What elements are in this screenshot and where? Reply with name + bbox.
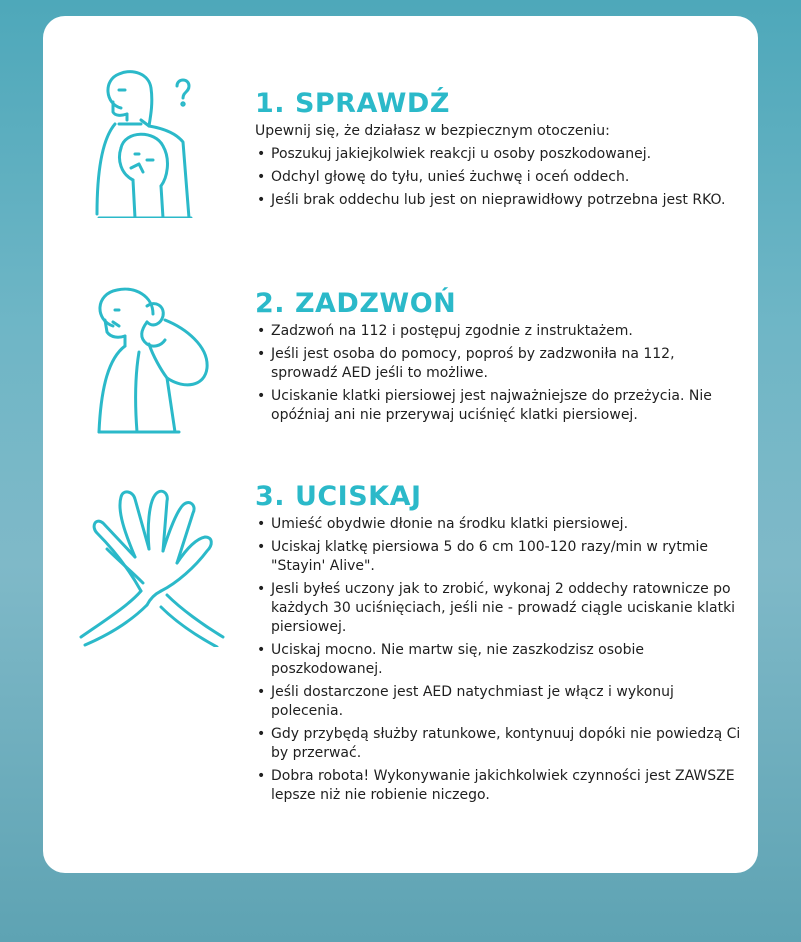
section-intro: Upewnij się, że działasz w bezpiecznym otoczeniu: [255, 123, 610, 139]
step-list [255, 322, 745, 425]
section-title: 3. UCISKAJ [255, 481, 422, 512]
list-item: • Uciskaj klatkę piersiowa 5 do 6 cm 100-120 razy/min w rytmie "Stayin' Alive". [255, 538, 745, 576]
list-item: • Odchyl głowę do tyłu, unieś żuchwę i oceń oddech. [255, 168, 745, 187]
section-title: 1. SPRAWDŹ [255, 88, 450, 119]
section-check-text [255, 88, 745, 214]
list-item: • Poszukuj jakiejkolwiek reakcji u osoby poszkodowanej. [255, 145, 745, 164]
list-item: • Uciskanie klatki piersiowej jest najważniejsze do przeżycia. Nie opóźniaj ani nie przerywaj uciśnięć klatki piersiowej. [255, 387, 745, 425]
phone-call-person-icon [89, 286, 219, 440]
list-item: • Zadzwoń na 112 i postępuj zgodnie z instruktażem. [255, 322, 745, 341]
section-title: 2. ZADZWOŃ [255, 288, 457, 319]
step-list [255, 145, 745, 210]
list-item: • Gdy przybędą służby ratunkowe, kontynuuj dopóki nie powiedzą Ci by przerwać. [255, 725, 745, 763]
instruction-card [43, 16, 758, 873]
list-item: • Jeśli brak oddechu lub jest on nieprawidłowy potrzebna jest RKO. [255, 191, 745, 210]
checking-person-icon [91, 68, 201, 222]
list-item: • Dobra robota! Wykonywanie jakichkolwiek czynności jest ZAWSZE lepsze niż nie robienie niczego. [255, 767, 745, 805]
list-item: • Jesli byłeś uczony jak to zrobić, wykonaj 2 oddechy ratownicze po każdych 30 uciśnięciach, jeśli nie - prowadź ciągle uciskanie klatki piersiowej. [255, 580, 745, 637]
list-item: • Jeśli dostarczone jest AED natychmiast je włącz i wykonuj polecenia. [255, 683, 745, 721]
step-list [255, 515, 745, 805]
section-compress-text [255, 481, 745, 809]
list-item: • Uciskaj mocno. Nie martw się, nie zaszkodzisz osobie poszkodowanej. [255, 641, 745, 679]
list-item: • Umieść obydwie dłonie na środku klatki piersiowej. [255, 515, 745, 534]
chest-compression-hands-icon [77, 487, 227, 651]
section-call-text [255, 288, 745, 429]
list-item: • Jeśli jest osoba do pomocy, poproś by zadzwoniła na 112, sprowadź AED jeśli to możliwe. [255, 345, 745, 383]
